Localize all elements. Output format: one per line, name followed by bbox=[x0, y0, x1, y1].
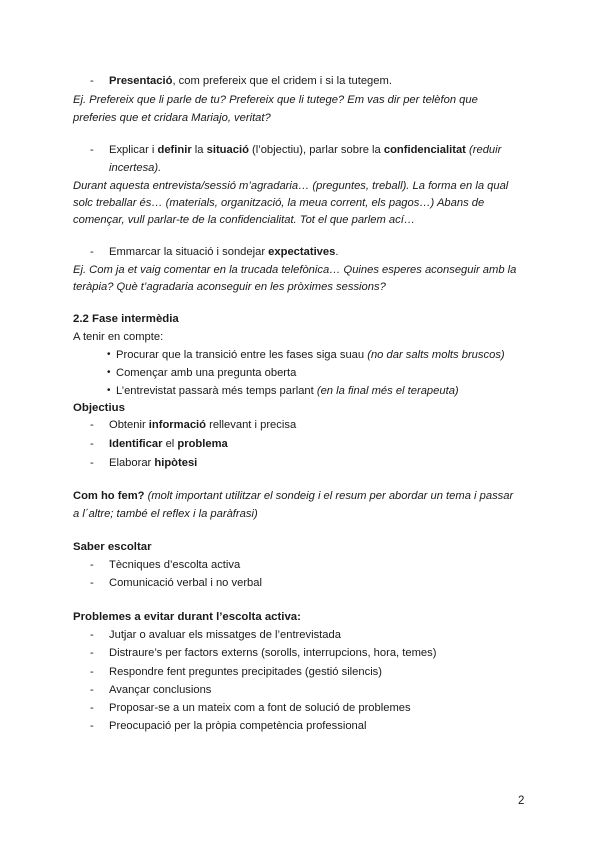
item-text: Emmarcar la situació i sondejar bbox=[109, 246, 269, 258]
list-item-emmarcar bbox=[109, 243, 539, 261]
bold-term: hipòtesi bbox=[154, 457, 198, 469]
example-line: començar, vull parlar-te de la confidencialitat. Tot el que parlem ací… bbox=[73, 214, 416, 226]
list-dash: - bbox=[90, 559, 94, 571]
example-line: Durant aquesta entrevista/sessió m’agradaria… (preguntes, treball). La forma en la qual bbox=[73, 180, 509, 192]
bold-term: informació bbox=[148, 419, 206, 431]
example-line: teràpia? Què t’agradaria aconseguir en les pròximes sessions? bbox=[73, 281, 386, 293]
item-text: L’entrevistat passarà més temps parlant bbox=[116, 385, 317, 397]
list-dash: - bbox=[90, 684, 94, 696]
list-dash: - bbox=[90, 720, 94, 732]
list-dash: - bbox=[90, 438, 94, 450]
item-text: Començar amb una pregunta oberta bbox=[116, 367, 297, 379]
italic-note: incertesa). bbox=[109, 162, 162, 174]
list-dash: - bbox=[90, 702, 94, 714]
list-item: Distraure’s per factors externs (sorolls, interrupcions, hora, temes) bbox=[109, 647, 437, 659]
italic-note: (reduir bbox=[465, 144, 502, 156]
list-item: Respondre fent preguntes precipitades (gestió silencis) bbox=[109, 666, 383, 678]
list-dash: - bbox=[90, 246, 94, 258]
list-item: Preocupació per la pròpia competència professional bbox=[109, 720, 367, 732]
list-item: Avançar conclusions bbox=[109, 684, 212, 696]
saber-heading: Saber escoltar bbox=[73, 541, 152, 553]
example-line: Ej. Com ja et vaig comentar en la trucada telefònica… Quines esperes aconseguir amb la bbox=[73, 264, 517, 276]
list-item-presentacio bbox=[109, 72, 539, 90]
list-dash: - bbox=[90, 647, 94, 659]
bold-term: Identificar bbox=[109, 438, 163, 450]
list-item: Proposar-se a un mateix com a font de solució de problemes bbox=[109, 702, 411, 714]
list-dash: - bbox=[90, 666, 94, 678]
list-dash: - bbox=[90, 629, 94, 641]
italic-note: a l´altre; també el reflex i la paràfrasi) bbox=[73, 508, 258, 520]
example-line: Ej. Prefereix que li parle de tu? Prefereix que li tutege? Em vas dir per telèfon que bbox=[73, 94, 478, 106]
objectiu-item bbox=[109, 435, 539, 453]
item-text: , com prefereix que el cridem i si la tutegem. bbox=[172, 75, 392, 87]
como-paragraph bbox=[73, 487, 543, 505]
objectiu-item bbox=[109, 454, 539, 472]
bold-term: Com ho fem? bbox=[73, 490, 145, 502]
bold-term: Presentació bbox=[109, 75, 173, 87]
item-text: Procurar que la transició entre les fases siga suau bbox=[116, 349, 368, 361]
list-item-definir bbox=[109, 141, 539, 159]
example-line: preferies que et cridara Mariajo, veritat? bbox=[73, 112, 271, 124]
bold-term: expectatives bbox=[268, 246, 336, 258]
bullet-item bbox=[116, 364, 546, 382]
item-text: Obtenir bbox=[109, 419, 149, 431]
item-text: rellevant i precisa bbox=[206, 419, 297, 431]
italic-note: (no dar salts molts bruscos) bbox=[367, 349, 505, 361]
intro-text: A tenir en compte: bbox=[73, 331, 164, 343]
item-text: Explicar i bbox=[109, 144, 158, 156]
list-item: Jutjar o avaluar els missatges de l’entrevistada bbox=[109, 629, 341, 641]
bullet-icon: • bbox=[107, 349, 111, 360]
objectiu-item bbox=[109, 416, 539, 434]
bold-term: situació bbox=[206, 144, 249, 156]
item-text: la bbox=[191, 144, 207, 156]
italic-note: (en la final més el terapeuta) bbox=[316, 385, 459, 397]
italic-note: (molt important utilitzar el sondeig i el resum per abordar un tema i passar bbox=[144, 490, 514, 502]
problemes-heading: Problemes a evitar durant l’escolta activa: bbox=[73, 611, 301, 623]
bold-term: confidencialitat bbox=[383, 144, 466, 156]
list-dash: - bbox=[90, 419, 94, 431]
list-dash: - bbox=[90, 577, 94, 589]
list-item: Comunicació verbal i no verbal bbox=[109, 577, 262, 589]
item-text: Elaborar bbox=[109, 457, 155, 469]
section-heading: 2.2 Fase intermèdia bbox=[73, 313, 179, 325]
item-text: (l’objectiu), parlar sobre la bbox=[248, 144, 384, 156]
example-line: solc treballar és… (materials, organització, la meua corrent, els pagos…) Abans de bbox=[73, 197, 485, 209]
objectius-heading: Objectius bbox=[73, 402, 125, 414]
list-dash: - bbox=[90, 144, 94, 156]
item-text: . bbox=[335, 246, 339, 258]
bullet-icon: • bbox=[107, 385, 111, 396]
bold-term: problema bbox=[177, 438, 228, 450]
bullet-icon: • bbox=[107, 367, 111, 378]
bullet-item bbox=[116, 382, 546, 400]
bullet-item bbox=[116, 346, 546, 364]
list-item: Tècniques d’escolta activa bbox=[109, 559, 241, 571]
list-dash: - bbox=[90, 75, 94, 87]
bold-term: definir bbox=[157, 144, 192, 156]
list-dash: - bbox=[90, 457, 94, 469]
page-number: 2 bbox=[518, 795, 525, 807]
item-text: el bbox=[162, 438, 178, 450]
